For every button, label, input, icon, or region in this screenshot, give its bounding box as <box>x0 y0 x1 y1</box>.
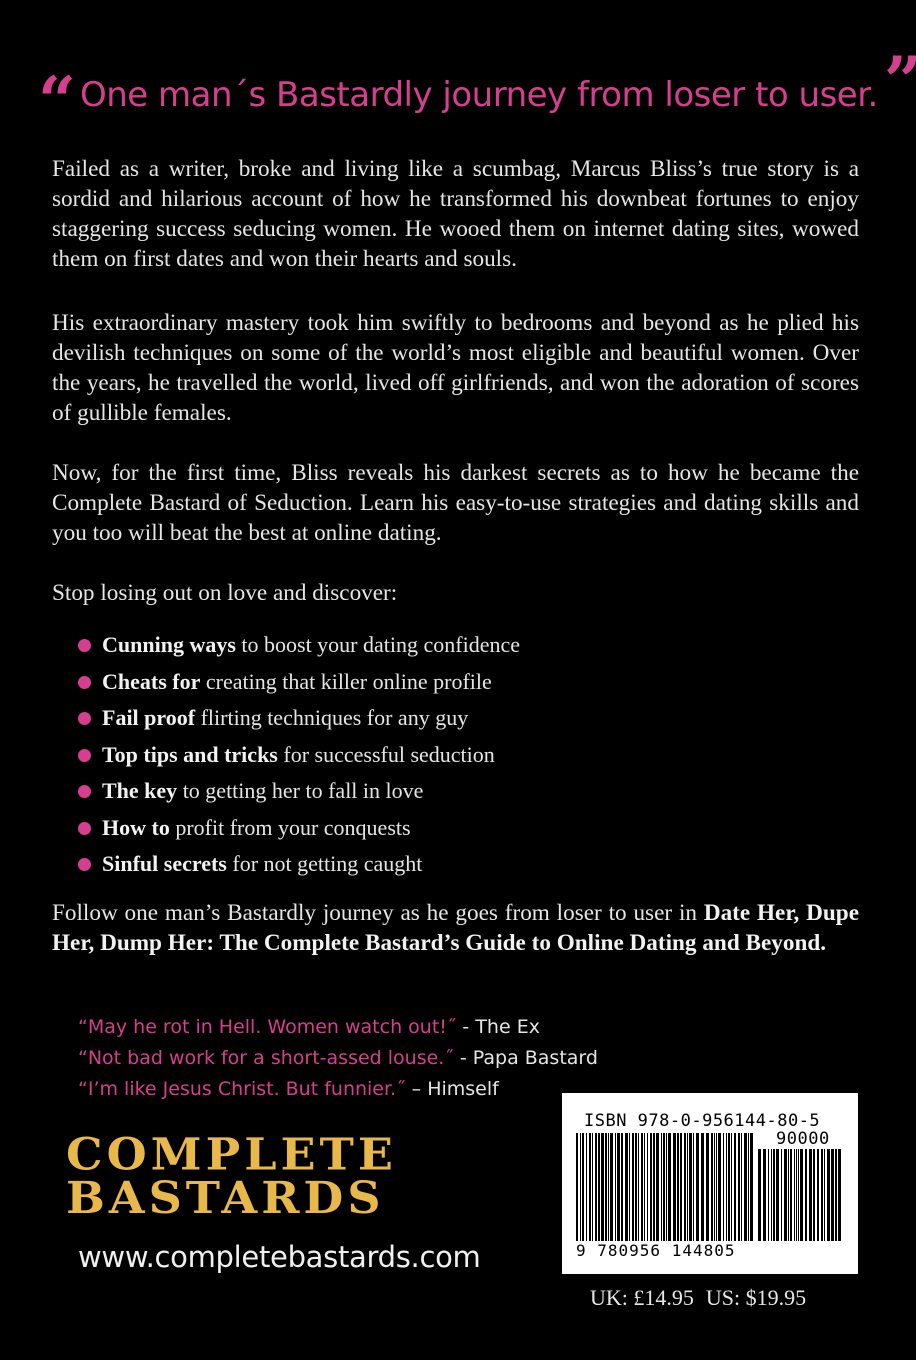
description-paragraph-1: Failed as a writer, broke and living like a scumbag, Marcus Bliss’s true story is a sordid and hilarious account of how he transformed his downbeat fortunes to enjoy staggering success seducing women. He wooed them on internet dating sites, wowed them on first dates and won their hearts and souls. <box>52 156 859 272</box>
list-item <box>78 813 778 850</box>
testimonial-quote: “May he rot in Hell. Women watch out!˝ <box>78 1016 457 1038</box>
barcode-bars-main <box>576 1133 756 1241</box>
list-item <box>78 849 778 886</box>
bullet-text: profit from your conquests <box>169 814 411 840</box>
close-quote-mark: ” <box>883 42 916 120</box>
barcode-bars-addon <box>758 1149 844 1241</box>
bullet-bold: Cheats for <box>102 668 201 694</box>
bullet-bold: The key <box>102 778 178 803</box>
brand-line-1: COMPLETE <box>66 1128 397 1180</box>
price-uk: UK: £14.95 <box>590 1285 694 1310</box>
barcode-number: 9 780956 144805 <box>576 1241 736 1260</box>
testimonial-attribution: - The Ex <box>456 1016 540 1038</box>
closing-paragraph <box>52 898 859 958</box>
bullet-bold: How to <box>102 814 170 840</box>
description-paragraph-2: His extraordinary mastery took him swiftly to bedrooms and beyond as he plied his devilish techniques on some of the world’s most eligible and beautiful women. Over the years, he travelled the world, lived off girlfriends, and won the adoration of scores of gullible females. <box>52 310 859 426</box>
tagline <box>38 42 916 140</box>
bullet-text: for not getting caught <box>226 851 423 876</box>
testimonial-quote: “Not bad work for a short-assed louse.˝ <box>78 1047 454 1069</box>
bullet-bold: Cunning ways <box>102 632 236 657</box>
list-item <box>78 740 778 777</box>
list-item <box>78 776 778 813</box>
bullet-text: to boost your dating confidence <box>235 632 520 657</box>
price <box>590 1285 806 1311</box>
book-title: Date Her, Dupe Her, Dump Her: The Complete Bastard’s Guide to Online Dating and Beyond. <box>52 900 859 956</box>
testimonial <box>78 1043 678 1074</box>
brand-logo <box>66 1128 526 1224</box>
bullet-dot-icon <box>78 822 91 835</box>
description-paragraph-3: Now, for the first time, Bliss reveals his darkest secrets as to how he became the Complete Bastard of Seduction. Learn his easy-to-use strategies and dating skills and you too will beat the best at online dating. <box>52 460 859 546</box>
bullet-dot-icon <box>78 785 91 798</box>
closing-intro: Follow one man’s Bastardly journey as he goes from loser to user in <box>52 900 704 926</box>
bullet-dot-icon <box>78 639 91 652</box>
testimonials <box>78 1012 678 1105</box>
list-item <box>78 703 778 740</box>
isbn-label: ISBN 978-0-956144-80-5 <box>584 1111 821 1131</box>
list-item <box>78 630 778 667</box>
bullet-bold: Top tips and tricks <box>102 741 278 767</box>
bullet-dot-icon <box>78 712 91 725</box>
website-url: www.completebastards.com <box>78 1240 481 1274</box>
feature-list <box>78 630 778 886</box>
testimonial-attribution: - Papa Bastard <box>453 1047 598 1069</box>
tagline-text: One man´s Bastardly journey from loser to user. <box>79 75 878 115</box>
testimonial-quote: “I’m like Jesus Christ. But funnier.˝ <box>78 1078 406 1100</box>
price-us: US: $19.95 <box>705 1285 807 1310</box>
list-item <box>78 667 778 704</box>
brand-line-2: BASTARDS <box>66 1172 385 1224</box>
barcode-addon-number: 90000 <box>776 1129 830 1149</box>
testimonial-attribution: – Himself <box>405 1078 499 1100</box>
bullet-bold: Fail proof <box>102 705 196 730</box>
bullet-text: flirting techniques for any guy <box>195 705 469 730</box>
bullet-intro: Stop losing out on love and discover: <box>52 580 398 606</box>
bullet-dot-icon <box>78 749 91 762</box>
testimonial <box>78 1012 678 1043</box>
bullet-text: for successful seduction <box>277 741 495 767</box>
isbn-barcode <box>562 1093 858 1274</box>
bullet-dot-icon <box>78 676 91 689</box>
bullet-bold: Sinful secrets <box>102 851 227 876</box>
bullet-text: to getting her to fall in love <box>177 778 424 803</box>
bullet-dot-icon <box>78 858 91 871</box>
open-quote-mark: “ <box>38 62 70 140</box>
bullet-text: creating that killer online profile <box>200 668 492 694</box>
